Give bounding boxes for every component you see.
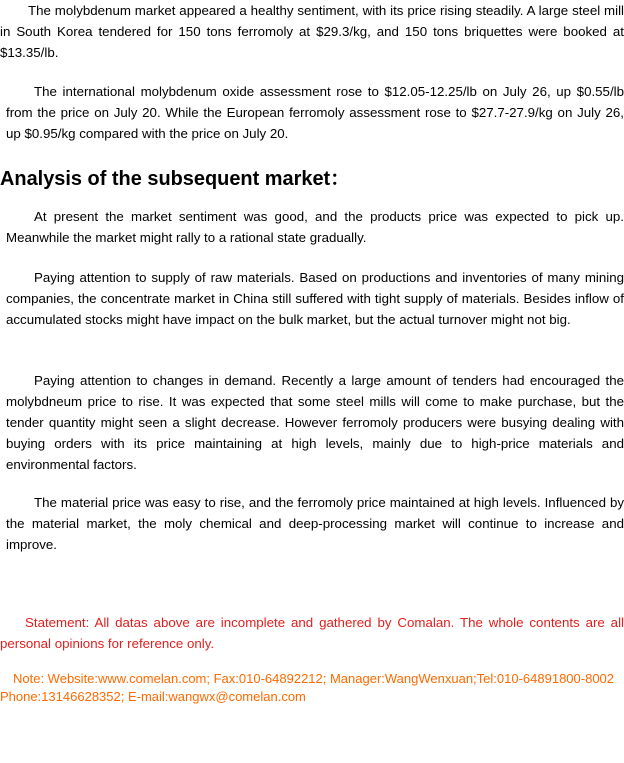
- analysis-sentiment-paragraph: At present the market sentiment was good, and the products price was expected to pick up. Meanwhile the market might rally to a rational state gradually.: [6, 209, 624, 245]
- disclaimer-statement: Statement: All datas above are incomplete and gathered by Comalan. The whole contents are all personal opinions for reference only.: [0, 615, 624, 651]
- analysis-supply-paragraph: Paying attention to supply of raw materials. Based on productions and inventories of many mining companies, the concentrate market in China still suffered with tight supply of materials. Besides inflow of accumulated stocks might have impact on the bulk market, but the actual turnover might not big.: [6, 270, 624, 327]
- analysis-outlook-paragraph: The material price was easy to rise, and the ferromoly price maintained at high levels. Influenced by the material market, the moly chemical and deep-processing market will continue to increase and improve.: [6, 495, 624, 552]
- contact-note: Note: Website:www.comelan.com; Fax:010-64892212; Manager:WangWenxuan;Tel:010-64891800-8002 Phone:13146628352; E-mail:wangwx@comelan.com: [0, 671, 615, 704]
- market-summary-paragraph: The molybdenum market appeared a healthy sentiment, with its price rising steadily. A large steel mill in South Korea tendered for 150 tons ferromoly at $29.3/kg, and 150 tons briquettes were booked at $13.35/lb.: [0, 3, 624, 60]
- analysis-demand-paragraph: Paying attention to changes in demand. Recently a large amount of tenders had encouraged the molybdneum price to rise. It was expected that some steel mills will come to make purchase, but the tender quantity might seen a slight decrease. However ferromoly producers were busying dealing with buying orders with its price maintaining at high levels, mainly due to high-price materials and environmental factors.: [6, 373, 624, 472]
- price-assessment-paragraph: The international molybdenum oxide assessment rose to $12.05-12.25/lb on July 26, up $0.55/lb from the price on July 20. While the European ferromoly assessment rose to $27.7-27.9/kg on July 26, up $0.95/kg compared with the price on July 20.: [6, 84, 624, 141]
- analysis-heading: Analysis of the subsequent market：: [0, 168, 351, 190]
